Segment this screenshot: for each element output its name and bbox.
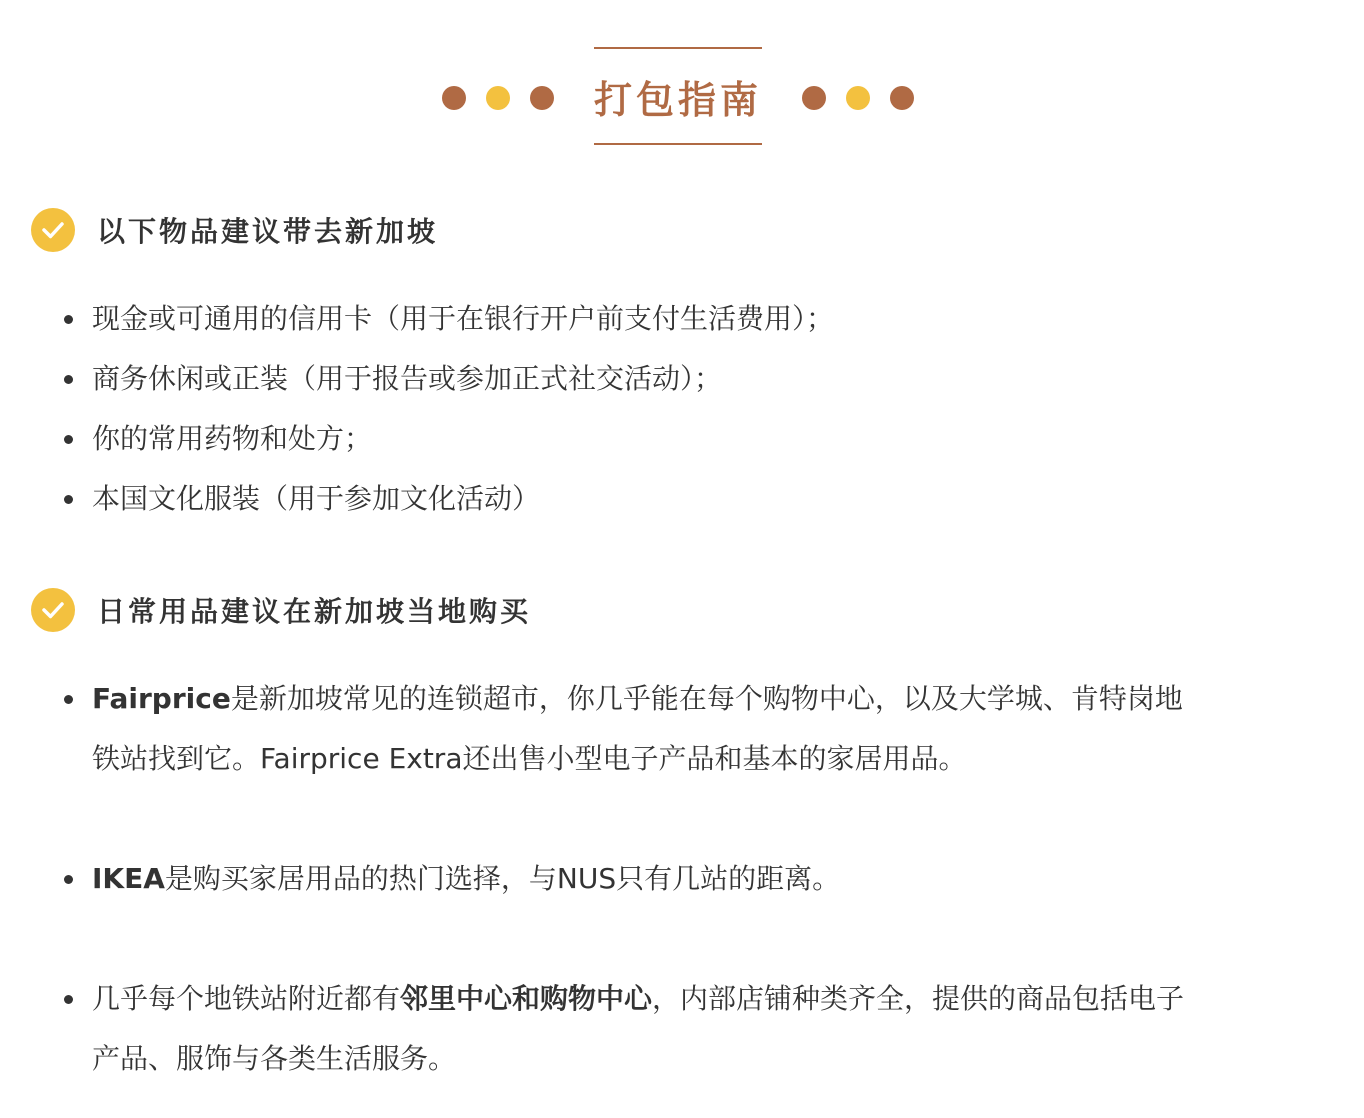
decorative-dot <box>530 86 554 110</box>
bullet <box>64 875 73 884</box>
list-item-ikea <box>64 849 1314 909</box>
store-name: IKEA <box>92 862 165 895</box>
title-frame <box>594 47 762 145</box>
page-title: 打包指南 <box>594 77 763 122</box>
bullet <box>64 995 73 1004</box>
decorative-dot <box>442 86 466 110</box>
list-item <box>64 289 1314 349</box>
list-item-text: 本国文化服装（用于参加文化活动） <box>92 482 541 515</box>
bullet <box>64 375 73 384</box>
check-icon <box>31 588 75 632</box>
bullet <box>64 695 73 704</box>
list-item-text: 商务休闲或正装（用于报告或参加正式社交活动）； <box>92 362 723 395</box>
check-icon <box>31 208 75 252</box>
list-item-fairprice <box>64 669 1314 789</box>
section-heading-bring <box>31 208 438 252</box>
list-item <box>64 409 1314 469</box>
item-description-prefix: 几乎每个地铁站附近都有 <box>92 982 401 1015</box>
list-item-text <box>92 969 1314 1029</box>
section-title: 日常用品建议在新加坡当地购买 <box>97 595 532 628</box>
bullet <box>64 495 73 504</box>
section-heading-buy-local <box>31 588 531 632</box>
bullet <box>64 315 73 324</box>
list-item-text: 现金或可通用的信用卡（用于在银行开户前支付生活费用）； <box>92 302 835 335</box>
item-description: 是购买家居用品的热门选择，与NUS只有几站的距离。 <box>164 862 841 895</box>
store-name: Fairprice <box>92 682 231 715</box>
highlight-text: 邻里中心和购物中心 <box>400 982 653 1015</box>
list-item-malls <box>64 969 1314 1089</box>
bullet <box>64 435 73 444</box>
list-item-text-continued: 铁站找到它。Fairprice Extra还出售小型电子产品和基本的家居用品。 <box>92 742 967 775</box>
list-item-text <box>92 849 1314 909</box>
decorative-dot <box>486 86 510 110</box>
list-item-text <box>92 669 1314 729</box>
page-header <box>0 47 1364 147</box>
item-description: ，内部店铺种类齐全，提供的商品包括电子 <box>652 982 1185 1015</box>
list-item-text-continued: 产品、服饰与各类生活服务。 <box>92 1042 457 1075</box>
item-description: 是新加坡常见的连锁超市，你几乎能在每个购物中心，以及大学城、肯特岗地 <box>230 682 1183 715</box>
decorative-dot <box>890 86 914 110</box>
decorative-dot <box>802 86 826 110</box>
list-item-text: 你的常用药物和处方； <box>92 422 373 455</box>
decorative-dot <box>846 86 870 110</box>
list-item <box>64 469 1314 529</box>
section-title: 以下物品建议带去新加坡 <box>97 215 439 248</box>
list-item <box>64 349 1314 409</box>
